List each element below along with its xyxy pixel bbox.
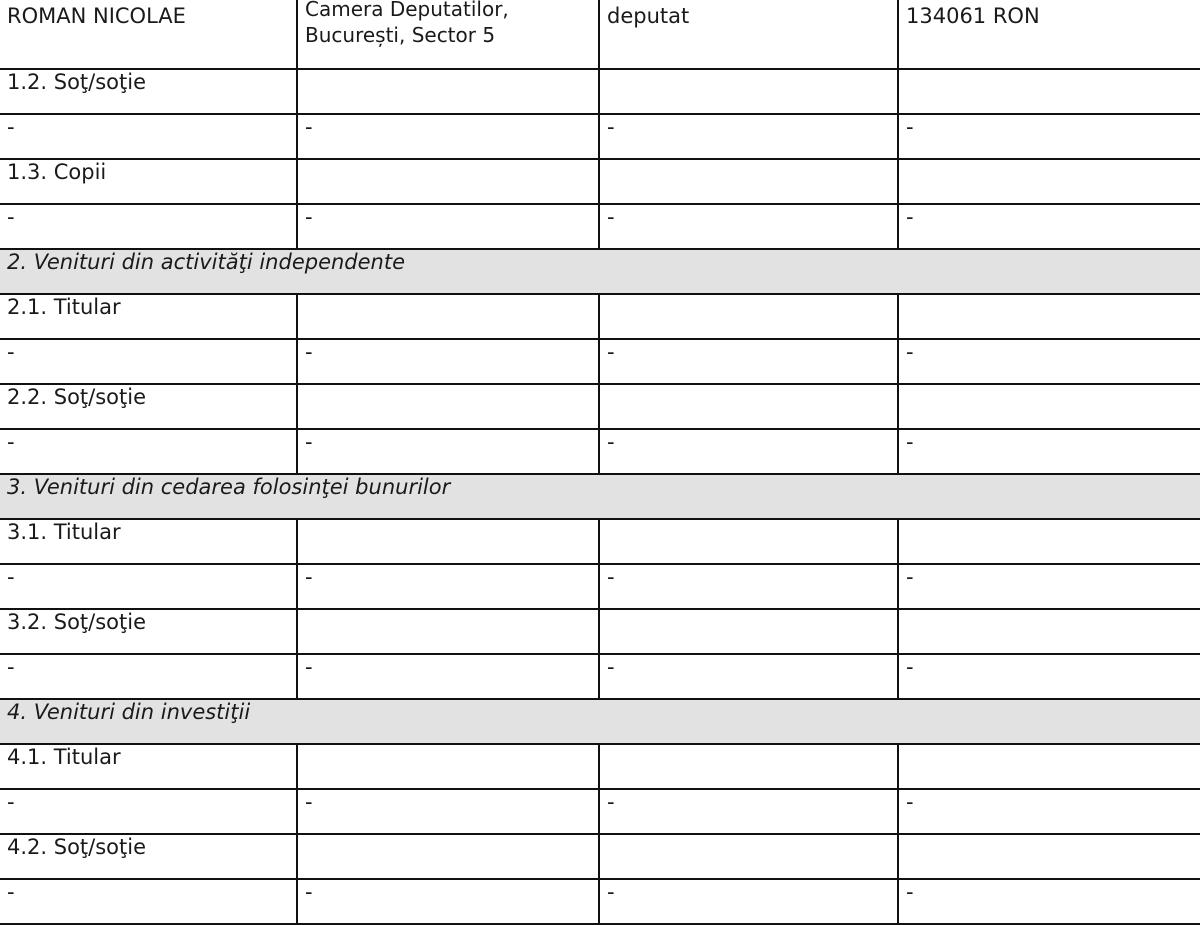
empty-cell	[599, 384, 898, 429]
table-row	[0, 339, 1200, 384]
dash-cell: -	[898, 789, 1200, 834]
dash-cell: -	[898, 114, 1200, 159]
row-label: 3.1. Titular	[0, 519, 297, 564]
empty-cell	[898, 384, 1200, 429]
row-label: 3.2. Soţ/soţie	[0, 609, 297, 654]
section-header-row	[0, 474, 1200, 519]
table-row	[0, 654, 1200, 699]
dash-cell: -	[0, 114, 297, 159]
service-cell: deputat	[599, 0, 898, 69]
dash-cell: -	[599, 114, 898, 159]
empty-cell	[599, 609, 898, 654]
section-title: 3. Venituri din cedarea folosinţei bunurilor	[0, 474, 1200, 519]
dash-cell: -	[0, 204, 297, 249]
table-row	[0, 789, 1200, 834]
dash-cell: -	[898, 204, 1200, 249]
table-row	[0, 204, 1200, 249]
dash-cell: -	[599, 879, 898, 924]
income-source-cell	[297, 0, 599, 69]
dash-cell: -	[297, 564, 599, 609]
table-row	[0, 564, 1200, 609]
address-line-1: Camera Deputatilor,	[305, 0, 509, 21]
empty-cell	[297, 159, 599, 204]
table-row	[0, 834, 1200, 879]
dash-cell: -	[297, 114, 599, 159]
dash-cell: -	[297, 204, 599, 249]
empty-cell	[599, 69, 898, 114]
holder-name-cell: ROMAN NICOLAE	[0, 0, 297, 69]
dash-cell: -	[0, 339, 297, 384]
table-row	[0, 609, 1200, 654]
empty-cell	[898, 159, 1200, 204]
table-row	[0, 159, 1200, 204]
table-row	[0, 519, 1200, 564]
empty-cell	[898, 744, 1200, 789]
dash-cell: -	[898, 654, 1200, 699]
section-title: 4. Venituri din investiţii	[0, 699, 1200, 744]
dash-cell: -	[297, 879, 599, 924]
address-line-2: București, Sector 5	[305, 23, 496, 47]
dash-cell: -	[599, 564, 898, 609]
row-label: 4.1. Titular	[0, 744, 297, 789]
dash-cell: -	[599, 204, 898, 249]
annual-income-cell: 134061 RON	[898, 0, 1200, 69]
empty-cell	[297, 609, 599, 654]
empty-cell	[297, 69, 599, 114]
empty-cell	[297, 384, 599, 429]
dash-cell: -	[297, 429, 599, 474]
table-row	[0, 879, 1200, 924]
dash-cell: -	[297, 654, 599, 699]
table-row	[0, 0, 1200, 69]
section-header-row	[0, 699, 1200, 744]
empty-cell	[599, 744, 898, 789]
row-label: 2.2. Soţ/soţie	[0, 384, 297, 429]
dash-cell: -	[297, 789, 599, 834]
dash-cell: -	[0, 564, 297, 609]
dash-cell: -	[297, 339, 599, 384]
dash-cell: -	[0, 654, 297, 699]
section-title: 2. Venituri din activităţi independente	[0, 249, 1200, 294]
dash-cell: -	[0, 879, 297, 924]
row-label: 2.1. Titular	[0, 294, 297, 339]
empty-cell	[898, 609, 1200, 654]
dash-cell: -	[0, 429, 297, 474]
dash-cell: -	[599, 789, 898, 834]
dash-cell: -	[898, 879, 1200, 924]
table-row	[0, 69, 1200, 114]
empty-cell	[297, 519, 599, 564]
dash-cell: -	[898, 564, 1200, 609]
table-row	[0, 744, 1200, 789]
empty-cell	[297, 294, 599, 339]
empty-cell	[898, 834, 1200, 879]
empty-cell	[599, 519, 898, 564]
empty-cell	[898, 69, 1200, 114]
row-label: 1.3. Copii	[0, 159, 297, 204]
table-row	[0, 429, 1200, 474]
row-label: 1.2. Soţ/soţie	[0, 69, 297, 114]
dash-cell: -	[898, 339, 1200, 384]
dash-cell: -	[599, 429, 898, 474]
dash-cell: -	[599, 654, 898, 699]
table-row	[0, 294, 1200, 339]
empty-cell	[898, 294, 1200, 339]
dash-cell: -	[0, 789, 297, 834]
empty-cell	[297, 834, 599, 879]
table-row	[0, 114, 1200, 159]
table-row	[0, 384, 1200, 429]
row-label: 4.2. Soţ/soţie	[0, 834, 297, 879]
empty-cell	[297, 744, 599, 789]
dash-cell: -	[898, 429, 1200, 474]
empty-cell	[898, 519, 1200, 564]
empty-cell	[599, 834, 898, 879]
empty-cell	[599, 159, 898, 204]
section-header-row	[0, 249, 1200, 294]
empty-cell	[599, 294, 898, 339]
dash-cell: -	[599, 339, 898, 384]
